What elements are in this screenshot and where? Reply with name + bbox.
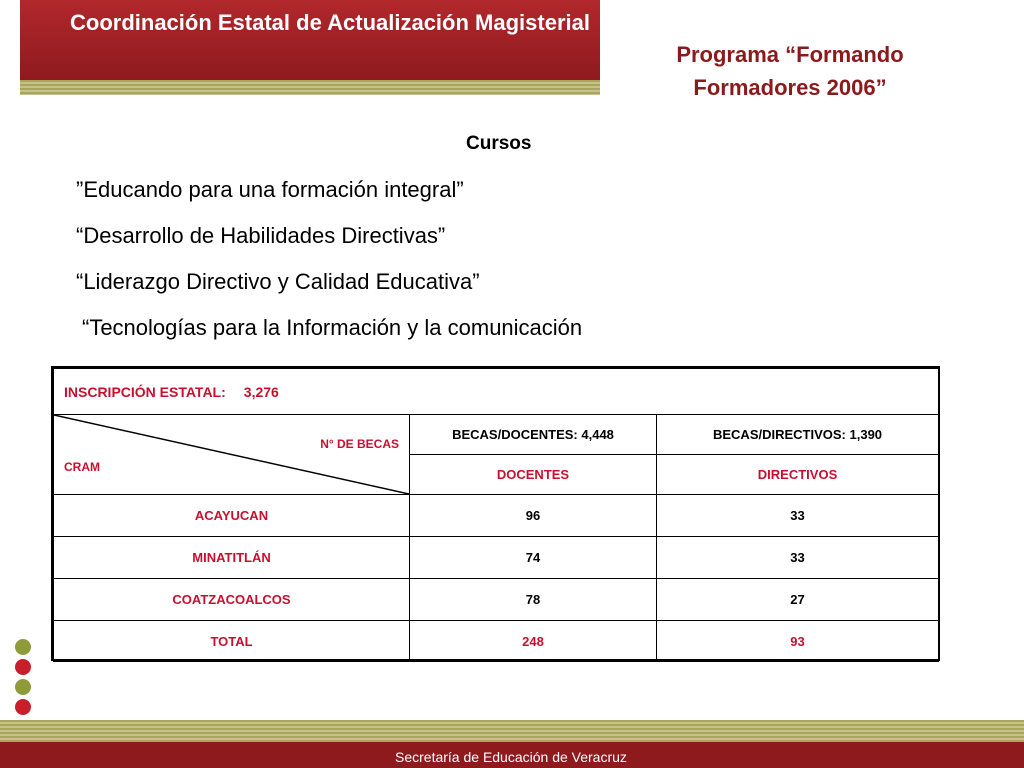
inscripcion-value: 3,276 (243, 383, 279, 400)
cram-name: COATZACOALCOS (54, 579, 410, 621)
table-row (54, 579, 939, 621)
red-dot-icon (15, 699, 31, 715)
docentes-value: 78 (410, 579, 657, 621)
table-row (54, 537, 939, 579)
becas-directivos-header: BECAS/DIRECTIVOS: 1,390 (657, 415, 939, 455)
course-item: “Desarrollo de Habilidades Directivas” (76, 223, 446, 248)
docentes-value: 96 (410, 495, 657, 537)
olive-dot-icon (15, 639, 31, 655)
becas-table (51, 366, 940, 661)
cram-becas-header-cell (54, 415, 410, 495)
directivos-value: 33 (657, 537, 939, 579)
course-item: “Liderazgo Directivo y Calidad Educativa” (76, 269, 480, 294)
footer-text: Secretaría de Educación de Veracruz (395, 749, 627, 765)
diagonal-divider (54, 415, 409, 494)
table-row (54, 495, 939, 537)
red-dot-icon (15, 659, 31, 675)
total-docentes: 248 (410, 621, 657, 662)
program-title: Programa “Formando Formadores 2006” (676, 42, 904, 100)
total-label: TOTAL (54, 621, 410, 662)
directivos-value: 27 (657, 579, 939, 621)
cram-label: CRAM (64, 460, 100, 474)
numero-becas-label: N° DE BECAS (320, 437, 399, 451)
course-item: ”Educando para una formación integral” (76, 177, 464, 202)
total-directivos: 93 (657, 621, 939, 662)
cram-name: ACAYUCAN (54, 495, 410, 537)
total-row (54, 621, 939, 662)
cram-name: MINATITLÁN (54, 537, 410, 579)
olive-dot-icon (15, 679, 31, 695)
directivos-value: 33 (657, 495, 939, 537)
header-title: Coordinación Estatal de Actualización Magisterial (70, 10, 590, 35)
cursos-heading: Cursos (466, 133, 532, 154)
becas-docentes-header: BECAS/DOCENTES: 4,448 (410, 415, 657, 455)
footer-stripes (0, 720, 1024, 742)
docentes-value: 74 (410, 537, 657, 579)
course-item: “Tecnologías para la Información y la comunicación (82, 315, 583, 340)
inscripcion-label: INSCRIPCIÓN ESTATAL: (64, 383, 226, 400)
header-stripes (20, 80, 600, 95)
docentes-header: DOCENTES (410, 455, 657, 495)
inscripcion-estatal-cell (54, 369, 939, 415)
directivos-header: DIRECTIVOS (657, 455, 939, 495)
